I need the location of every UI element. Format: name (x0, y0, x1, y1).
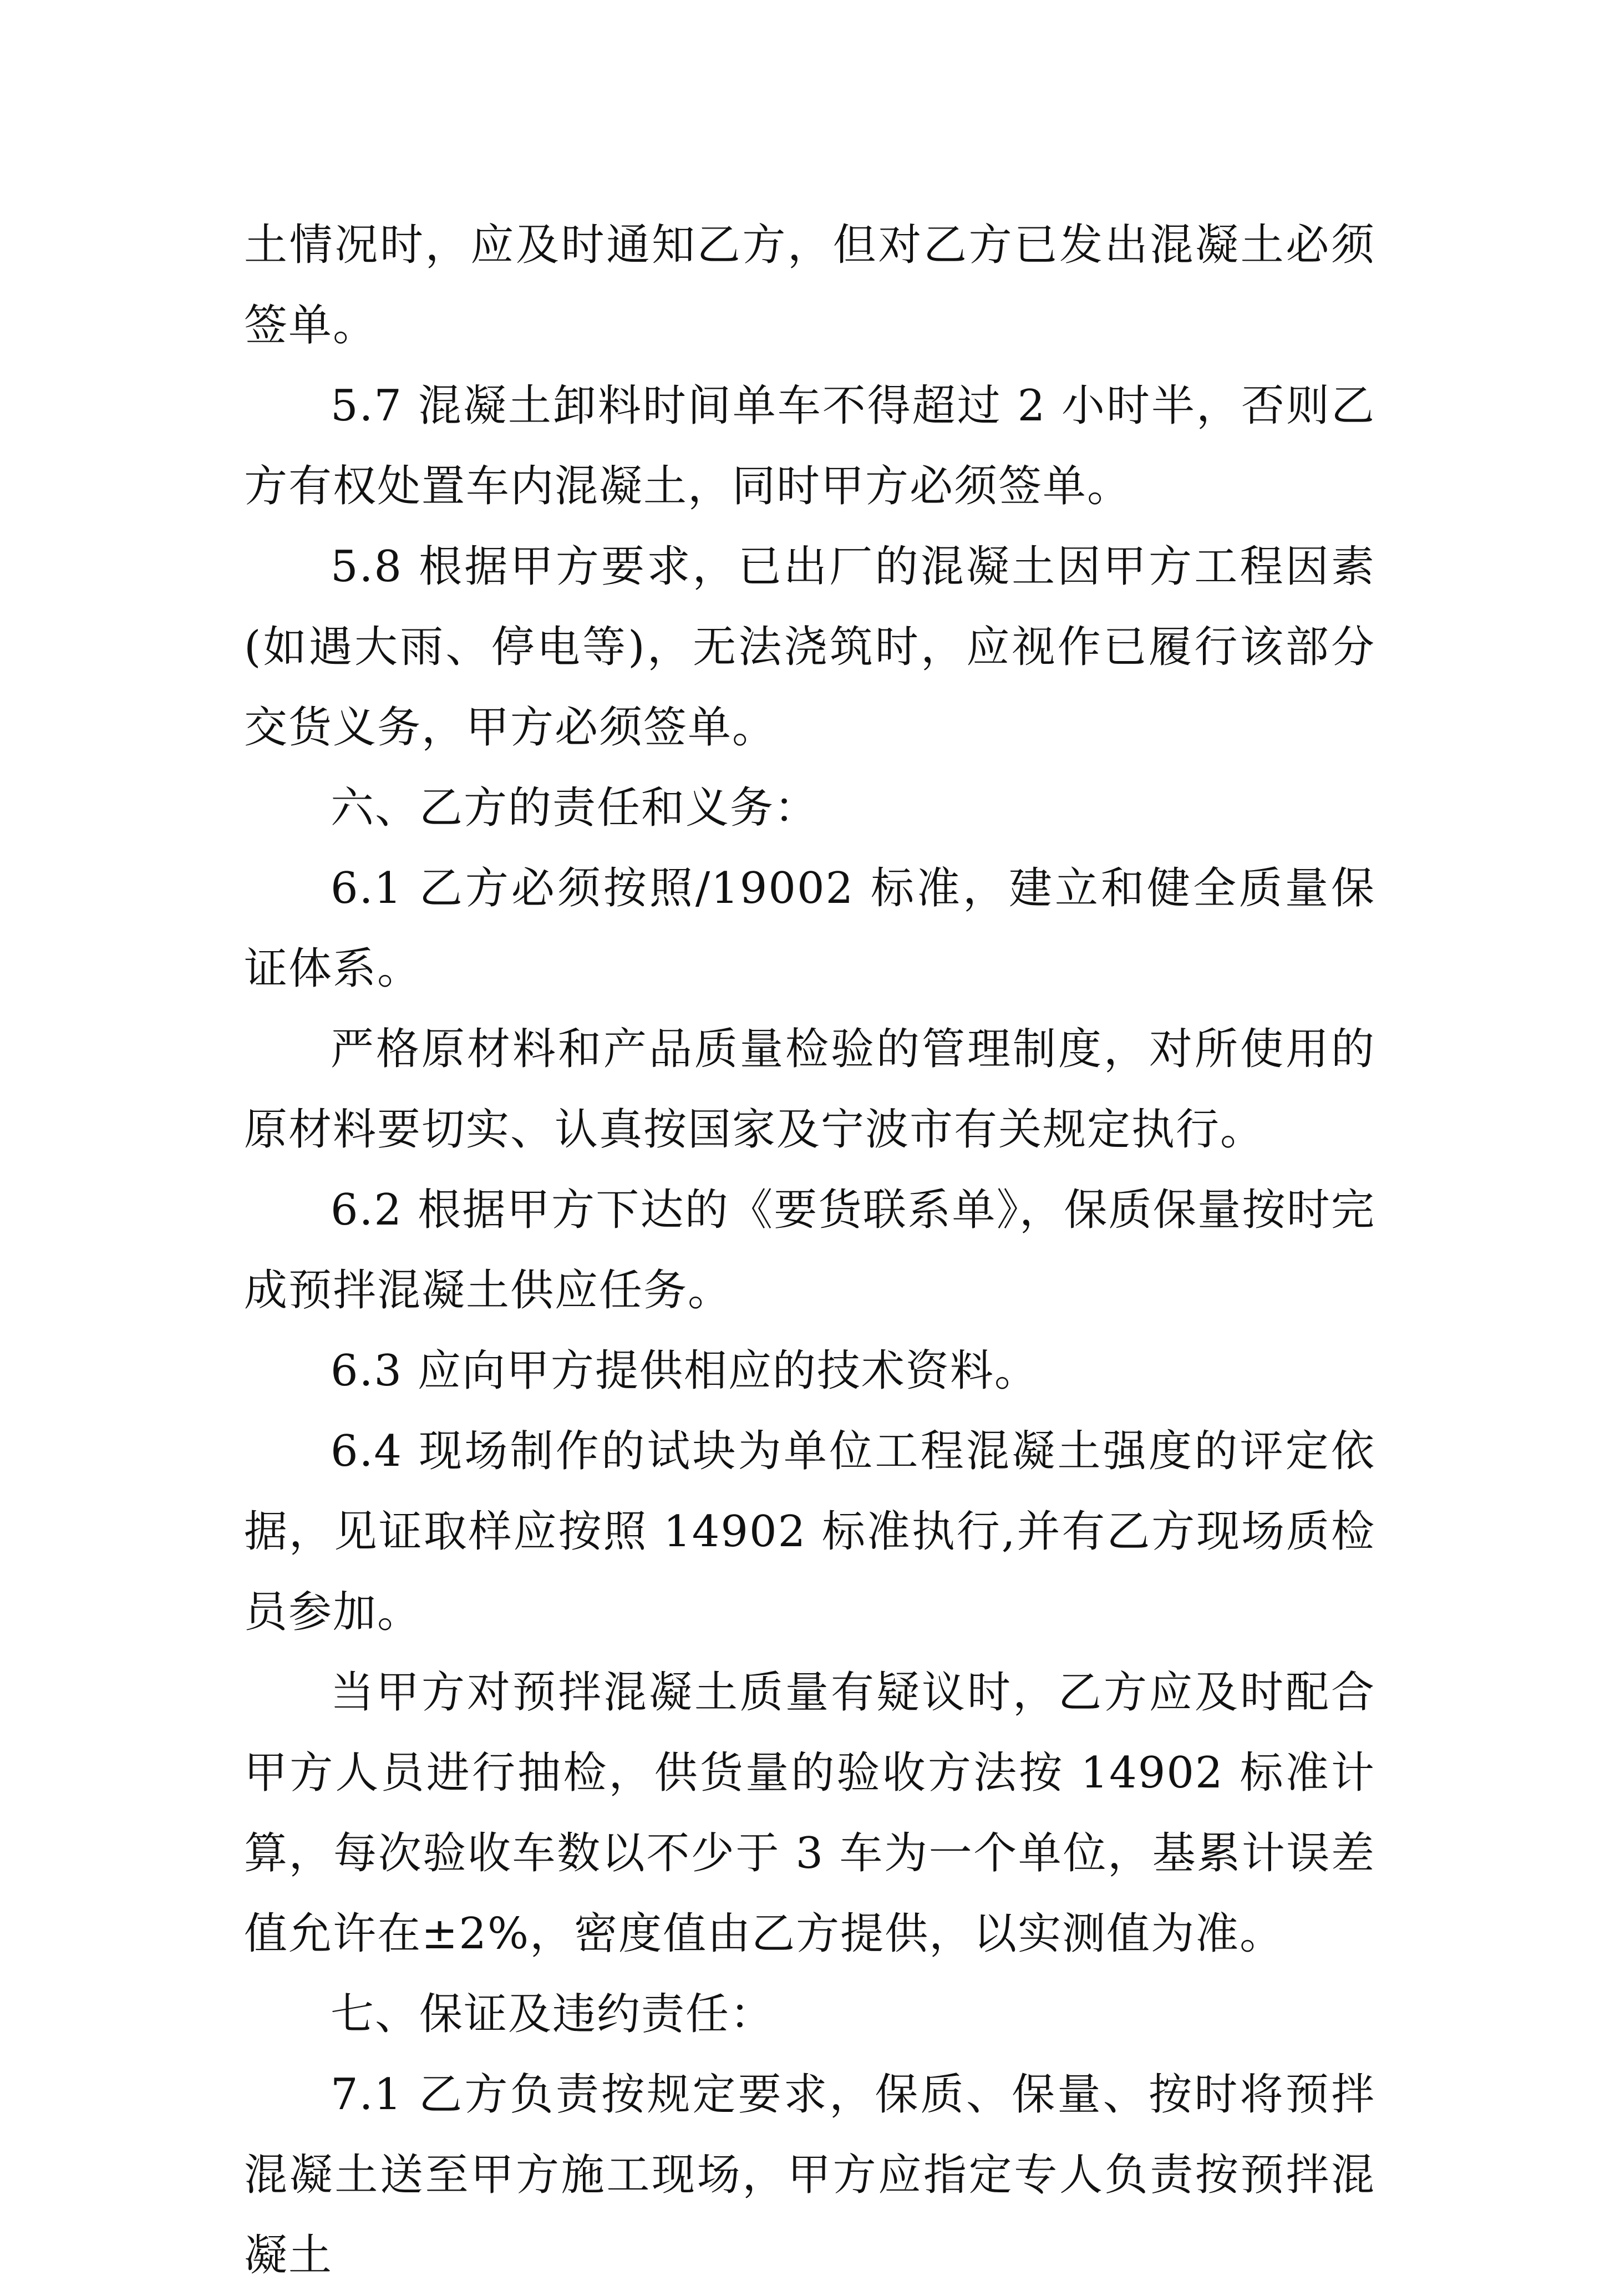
clause-6-1: 6.1 乙方必须按照/19002 标准，建立和健全质量保证体系。 (244, 863, 1375, 994)
clause-5-7: 5.7 混凝土卸料时间单车不得超过 2 小时半，否则乙方有权处置车内混凝土，同时甲方必须签单。 (244, 381, 1375, 511)
clause-6-4: 6.4 现场制作的试块为单位工程混凝土强度的评定依据，见证取样应按照 14902 标准执行,并有乙方现场质检员参加。 (244, 1426, 1375, 1637)
clause-6-2: 6.2 根据甲方下达的《要货联系单》，保质保量按时完成预拌混凝土供应任务。 (244, 1185, 1375, 1315)
paragraph-quality-dispute: 当甲方对预拌混凝土质量有疑议时，乙方应及时配合甲方人员进行抽检，供货量的验收方法按 14902 标准计算，每次验收车数以不少于 3 车为一个单位，基累计误差值允许在±2%，密度值由乙方提供，以实测值为准。 (244, 1668, 1375, 1959)
document-body (244, 205, 1375, 2296)
section-heading-7: 七、保证及违约责任： (331, 1989, 775, 2039)
clause-7-1: 7.1 乙方负责按规定要求，保质、保量、按时将预拌混凝土送至甲方施工现场，甲方应指定专人负责按预拌混凝土 (244, 2070, 1375, 2280)
clause-6-3: 6.3 应向甲方提供相应的技术资料。 (331, 1346, 1039, 1396)
section-heading-6: 六、乙方的责任和义务： (331, 783, 819, 833)
paragraph-materials: 严格原材料和产品质量检验的管理制度，对所使用的原材料要切实、认真按国家及宁波市有关规定执行。 (244, 1024, 1375, 1155)
paragraph-continuation: 土情况时，应及时通知乙方，但对乙方已发出混凝土必须签单。 (244, 220, 1375, 351)
clause-5-8: 5.8 根据甲方要求，已出厂的混凝土因甲方工程因素(如遇大雨、停电等)，无法浇筑时，应视作已履行该部分交货义务，甲方必须签单。 (244, 542, 1375, 753)
